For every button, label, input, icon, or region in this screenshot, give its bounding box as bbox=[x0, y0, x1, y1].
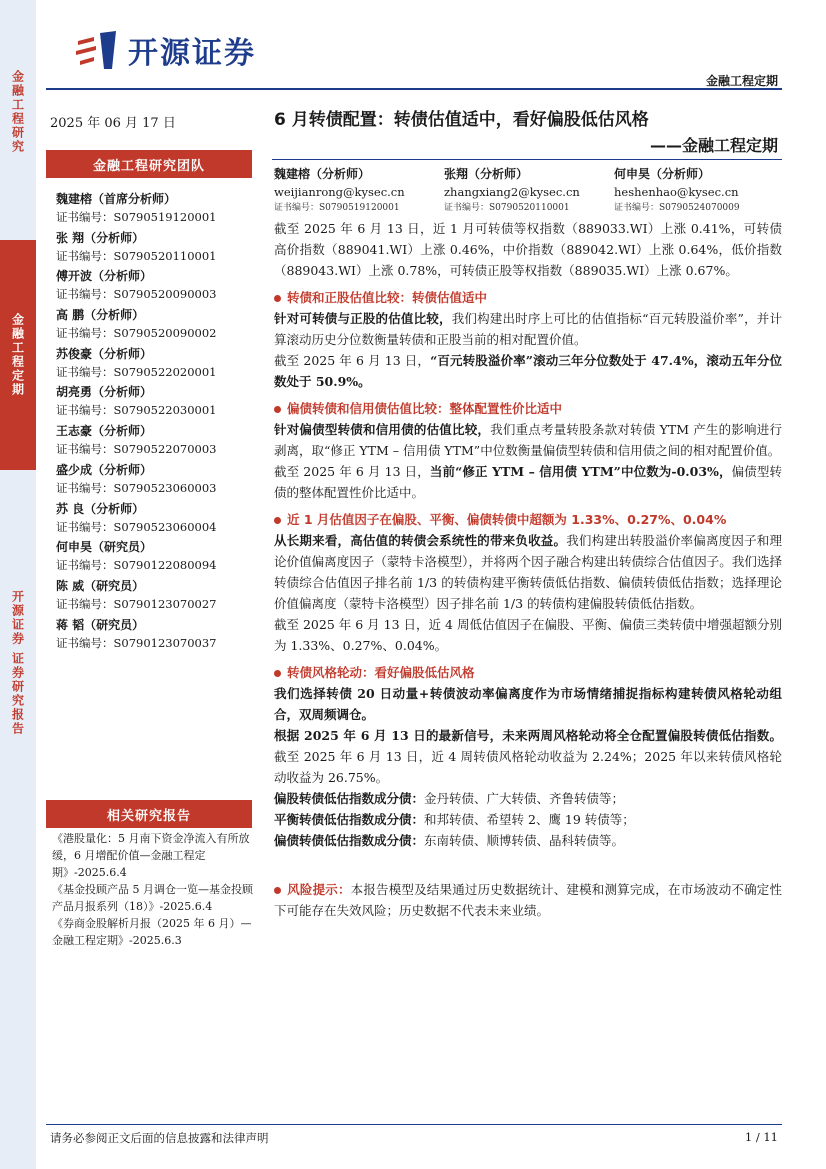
bullet-icon bbox=[274, 670, 281, 677]
analyst-name: 张 翔（分析师） bbox=[56, 230, 145, 245]
bullet-icon bbox=[274, 887, 281, 894]
analyst-item bbox=[56, 577, 256, 616]
analyst-item bbox=[56, 538, 256, 577]
analyst-cert: 证书编号：S0790522030001 bbox=[56, 403, 217, 418]
analyst-cert: 证书编号：S0790520090002 bbox=[56, 326, 217, 341]
paragraph bbox=[274, 350, 782, 392]
logo-text: 开源证券 bbox=[128, 36, 256, 71]
text: 我们重点考量转股条款对转债 YTM 产生的影响进行剥离，取“修正 YTM – 信用债 YTM”中位数衡量偏债型转债和信用债之间的相对配置价值。 bbox=[274, 422, 782, 458]
constituent-line bbox=[274, 788, 782, 809]
text: 我们构建出时序上可比的估值指标“百元转股溢价率”，并计算滚动历史分位数衡量转债和正股当前的相对配置价值。 bbox=[274, 311, 782, 347]
bold-lead: 从长期来看，高估值的转债会系统性的带来负收益。 bbox=[274, 533, 567, 548]
section-heading bbox=[274, 398, 782, 419]
analyst-item bbox=[56, 229, 256, 268]
constituent-line bbox=[274, 830, 782, 851]
analyst-name: 王志豪（分析师） bbox=[56, 424, 153, 439]
report-title: 6 月转债配置：转债估值适中，看好偏股低估风格 bbox=[274, 110, 649, 130]
author-item bbox=[614, 165, 784, 215]
author-name: 魏建榕（分析师） bbox=[274, 167, 371, 181]
bullet-icon bbox=[274, 295, 281, 302]
analyst-cert: 证书编号：S0790520090003 bbox=[56, 287, 217, 302]
analyst-name: 何申昊（研究员） bbox=[56, 540, 153, 555]
author-cert: 证书编号：S0790519120001 bbox=[274, 203, 400, 213]
related-report-link[interactable]: 《港股量化：5 月南下资金净流入有所放缓，6 月增配价值—金融工程定期》-2025.6.4 bbox=[52, 832, 250, 879]
analyst-item bbox=[56, 461, 256, 500]
author-email[interactable]: heshenhao@kysec.cn bbox=[614, 185, 739, 199]
paragraph bbox=[274, 461, 782, 503]
paragraph: 截至 2025 年 6 月 13 日，近 4 周低估值因子在偏股、平衡、偏债三类转债中增强超额分别为 1.33%、0.27%、0.04%。 bbox=[274, 617, 782, 653]
header-tag: 金融工程定期 bbox=[705, 74, 778, 88]
text: 截至 2025 年 6 月 13 日，近 4 周转债风格轮动收益为 2.24%；2025 年以来转债风格轮动收益为 26.75%。 bbox=[274, 749, 782, 785]
text: 截至 2025 年 6 月 13 日， bbox=[274, 353, 431, 368]
side-label-research: 金融工程研究 bbox=[10, 70, 25, 154]
analyst-cert: 证书编号：S0790123070037 bbox=[56, 635, 217, 650]
analyst-item bbox=[56, 306, 256, 345]
section-heading bbox=[274, 662, 782, 683]
analyst-name: 魏建榕（首席分析师） bbox=[56, 192, 177, 206]
analyst-item bbox=[56, 616, 256, 655]
analyst-name: 傅开波（分析师） bbox=[56, 269, 153, 284]
team-section-title: 金融工程研究团队 bbox=[46, 150, 252, 178]
bullet-icon bbox=[274, 406, 281, 413]
section-heading-text: 近 1 月估值因子在偏股、平衡、偏债转债中超额为 1.33%、0.27%、0.04% bbox=[287, 512, 727, 527]
bullet-icon bbox=[274, 517, 281, 524]
analyst-item bbox=[56, 267, 256, 306]
analyst-cert: 证书编号：S0790122080094 bbox=[56, 558, 217, 573]
analyst-cert: 证书编号：S0790519120001 bbox=[56, 210, 217, 224]
kaiyuan-logo-icon bbox=[74, 29, 120, 71]
constituent-line bbox=[274, 809, 782, 830]
analyst-item bbox=[56, 500, 256, 539]
analyst-item bbox=[56, 422, 256, 461]
analyst-name: 盛少成（分析师） bbox=[56, 462, 153, 477]
paragraph bbox=[274, 308, 782, 350]
author-email[interactable]: weijianrong@kysec.cn bbox=[274, 185, 405, 199]
analyst-name: 苏 良（分析师） bbox=[56, 501, 145, 516]
bold-lead: 针对偏债型转债和信用债的估值比较， bbox=[274, 422, 491, 437]
section-heading bbox=[274, 509, 782, 530]
footer-divider bbox=[46, 1124, 782, 1125]
side-strip bbox=[0, 0, 36, 1169]
analyst-cert: 证书编号：S0790523060004 bbox=[56, 519, 217, 534]
paragraph: 我们选择转债 20 日动量+转债波动率偏离度作为市场情绪捕捉指标构建转债风格轮动组合，双周频调仓。 bbox=[274, 686, 782, 722]
author-cert: 证书编号：S0790524070009 bbox=[614, 203, 740, 213]
analyst-cert: 证书编号：S0790522070003 bbox=[56, 442, 217, 457]
title-divider bbox=[272, 159, 782, 160]
report-date: 2025 年 06 月 17 日 bbox=[50, 116, 176, 131]
side-label-category: 金融工程定期 bbox=[0, 240, 36, 470]
text: 偏债型转债的整体配置性价比适中。 bbox=[274, 464, 782, 500]
footer-disclaimer: 请务必参阅正文后面的信息披露和法律声明 bbox=[50, 1131, 269, 1145]
risk-text: 本报告模型及结果通过历史数据统计、建模和测算完成，在市场波动不确定性下可能存在失效风险；历史数据不代表未来业绩。 bbox=[274, 882, 782, 918]
analyst-cert: 证书编号：S0790123070027 bbox=[56, 596, 217, 611]
related-reports-list bbox=[52, 830, 258, 949]
author-name: 何申昊（分析师） bbox=[614, 167, 711, 181]
bold-lead: 针对可转债与正股的估值比较， bbox=[274, 311, 452, 326]
bold-lead: 平衡转债低估指数成分债： bbox=[274, 812, 425, 827]
analyst-cert: 证书编号：S0790522020001 bbox=[56, 364, 217, 379]
author-name: 张翔（分析师） bbox=[444, 167, 529, 181]
paragraph bbox=[274, 530, 782, 614]
analyst-item bbox=[56, 383, 256, 422]
team-list bbox=[56, 190, 256, 654]
analyst-cert: 证书编号：S0790523060003 bbox=[56, 480, 217, 495]
section-heading bbox=[274, 287, 782, 308]
related-report-link[interactable]: 《券商金股解析月报（2025 年 6 月）—金融工程定期》-2025.6.3 bbox=[52, 917, 252, 947]
author-item bbox=[274, 165, 444, 215]
author-list bbox=[274, 165, 784, 215]
analyst-name: 陈 威（研究员） bbox=[56, 578, 145, 593]
bold-lead: 根据 2025 年 6 月 13 日的最新信号，未来两周风格轮动将全仓配置偏股转债低估指数。 bbox=[274, 728, 782, 743]
analyst-name: 蒋 韬（研究员） bbox=[56, 617, 145, 632]
section-heading-text: 偏债转债和信用债估值比较：整体配置性价比适中 bbox=[287, 401, 563, 416]
risk-paragraph bbox=[274, 879, 782, 921]
bold-lead: 偏债转债低估指数成分债： bbox=[274, 833, 425, 848]
section-heading-text: 转债和正股估值比较：转债估值适中 bbox=[287, 290, 488, 305]
bold-text: 当前“修正 YTM – 信用债 YTM”中位数为-0.03%， bbox=[429, 464, 732, 479]
intro-paragraph: 截至 2025 年 6 月 13 日，近 1 月可转债等权指数（889033.WI）上涨 0.41%，可转债高价指数（889041.WI）上涨 0.46%，中价指数（889042.WI）上涨 0.64%，低价指数（889043.WI）上涨 0.78%，可转债正股等权指数（889035.WI）上涨 0.67%。 bbox=[274, 221, 782, 278]
risk-heading: 风险提示： bbox=[287, 882, 351, 897]
analyst-cert: 证书编号：S0790520110001 bbox=[56, 248, 217, 263]
related-report-link[interactable]: 《基金投顾产品 5 月调仓一览—基金投顾产品月报系列（18）》-2025.6.4 bbox=[52, 883, 253, 913]
bold-lead: 偏股转债低估指数成分债： bbox=[274, 791, 425, 806]
report-body bbox=[274, 218, 782, 921]
analyst-name: 苏俊豪（分析师） bbox=[56, 346, 153, 361]
analyst-item bbox=[56, 190, 256, 229]
author-email[interactable]: zhangxiang2@kysec.cn bbox=[444, 185, 580, 199]
analyst-name: 胡亮勇（分析师） bbox=[56, 385, 153, 400]
author-item bbox=[444, 165, 614, 215]
logo bbox=[74, 28, 256, 72]
header-divider bbox=[46, 88, 782, 90]
analyst-item bbox=[56, 345, 256, 384]
text: 我们构建出转股溢价率偏离度因子和理论价值偏离度因子（蒙特卡洛模型），并将两个因子融合构建出转债综合估值因子。我们选择转债综合估值因子排名前 1/3 的转债构建平衡转债低估指数、偏债转债低估指数；选择理论价值偏离度（蒙特卡洛模型）因子排名前 1/3 的转债构建偏股转债低估指数。 bbox=[274, 533, 782, 611]
paragraph bbox=[274, 419, 782, 461]
text: 和邦转债、希望转 2、鹰 19 转债等； bbox=[424, 812, 635, 827]
text: 金丹转债、广大转债、齐鲁转债等； bbox=[424, 791, 625, 806]
page-number: 1 / 11 bbox=[744, 1130, 778, 1144]
paragraph bbox=[274, 725, 782, 788]
side-label-brand: 开源证券 证券研究报告 bbox=[10, 590, 25, 737]
related-section-title: 相关研究报告 bbox=[46, 800, 252, 828]
text: 东南转债、顺博转债、晶科转债等。 bbox=[424, 833, 625, 848]
author-cert: 证书编号：S0790520110001 bbox=[444, 203, 570, 213]
text: 截至 2025 年 6 月 13 日， bbox=[274, 464, 430, 479]
analyst-name: 高 鹏（分析师） bbox=[56, 308, 145, 323]
bold-text: “百元转股溢价率”滚动三年分位数处于 47.4%，滚动五年分位数处于 50.9%。 bbox=[274, 353, 783, 389]
report-subtitle: ——金融工程定期 bbox=[649, 136, 778, 155]
section-heading-text: 转债风格轮动：看好偏股低估风格 bbox=[287, 665, 475, 680]
